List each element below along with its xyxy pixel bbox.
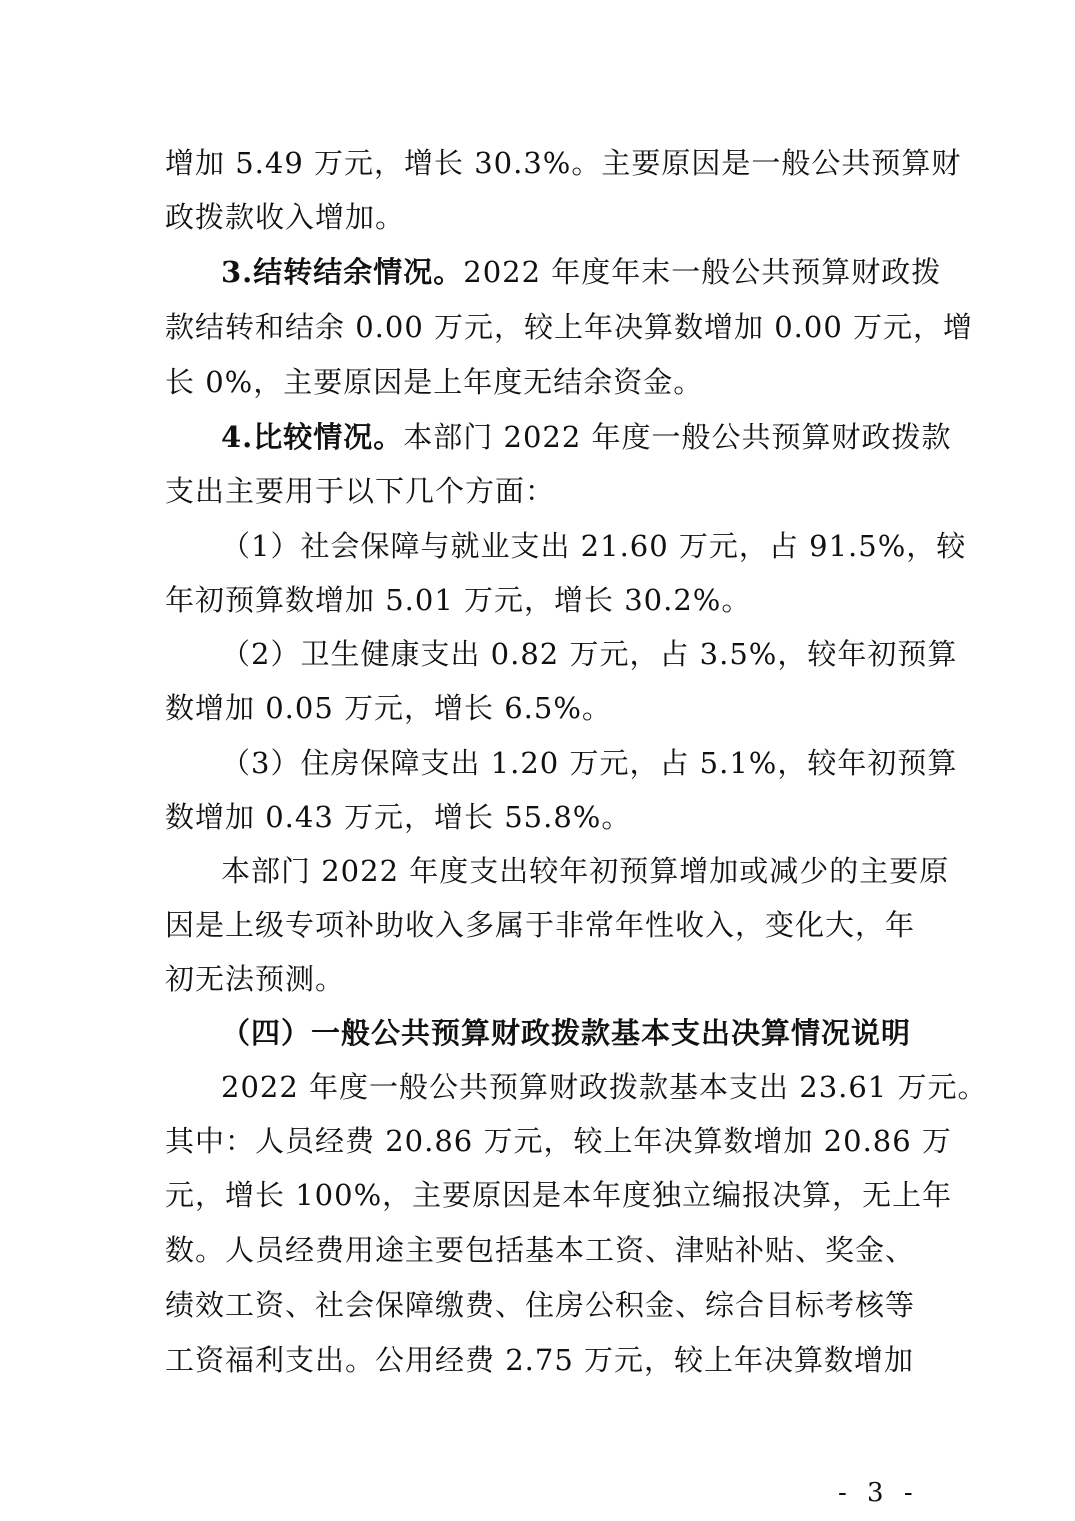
body-text-line: 支出主要用于以下几个方面： — [165, 474, 556, 508]
body-text-line: 因是上级专项补助收入多属于非常年性收入，变化大，年 — [165, 908, 916, 942]
body-text-line: 2022 年度一般公共预算财政拨款基本支出 23.61 万元。 — [221, 1070, 988, 1104]
body-text-line: 年初预算数增加 5.01 万元，增长 30.2%。 — [165, 583, 752, 617]
body-text-segment: 本部门 2022 年度一般公共预算财政拨款 — [403, 420, 952, 454]
page-number: - 3 - — [838, 1478, 919, 1508]
body-text-line: 元，增长 100%，主要原因是本年度独立编报决算，无上年 — [165, 1178, 953, 1212]
section-heading-basic-expenditure: （四）一般公共预算财政拨款基本支出决算情况说明 — [221, 1016, 912, 1050]
section-lead-carryover: 3.结转结余情况。 — [221, 255, 464, 289]
section-lead-comparison: 4.比较情况。 — [221, 420, 404, 454]
body-text-line: 其中：人员经费 20.86 万元，较上年决算数增加 20.86 万 — [165, 1124, 952, 1158]
body-text-line: 款结转和结余 0.00 万元，较上年决算数增加 0.00 万元，增 — [165, 310, 974, 344]
body-text-line: 长 0%，主要原因是上年度无结余资金。 — [165, 365, 704, 399]
body-text-line: 数增加 0.05 万元，增长 6.5%。 — [165, 691, 612, 725]
list-item-housing: （3）住房保障支出 1.20 万元，占 5.1%，较年初预算 — [221, 746, 958, 780]
body-text-line: 数。人员经费用途主要包括基本工资、津贴补贴、奖金、 — [165, 1233, 916, 1267]
body-text-line: 初无法预测。 — [165, 962, 346, 996]
section-paragraph-carryover — [221, 255, 941, 289]
body-text-segment: 2022 年度年末一般公共预算财政拨 — [463, 255, 942, 289]
list-item-social-security: （1）社会保障与就业支出 21.60 万元，占 91.5%，较 — [221, 529, 967, 563]
body-text-line: 政拨款收入增加。 — [165, 200, 406, 234]
body-text-line: 工资福利支出。公用经费 2.75 万元，较上年决算数增加 — [165, 1343, 915, 1377]
list-item-health: （2）卫生健康支出 0.82 万元，占 3.5%，较年初预算 — [221, 637, 958, 671]
section-paragraph-comparison — [221, 420, 952, 454]
body-text-line: 增加 5.49 万元，增长 30.3%。主要原因是一般公共预算财 — [165, 146, 962, 180]
body-text-line: 绩效工资、社会保障缴费、住房公积金、综合目标考核等 — [165, 1288, 916, 1322]
body-text-line: 数增加 0.43 万元，增长 55.8%。 — [165, 800, 632, 834]
body-text-line: 本部门 2022 年度支出较年初预算增加或减少的主要原 — [221, 854, 950, 888]
